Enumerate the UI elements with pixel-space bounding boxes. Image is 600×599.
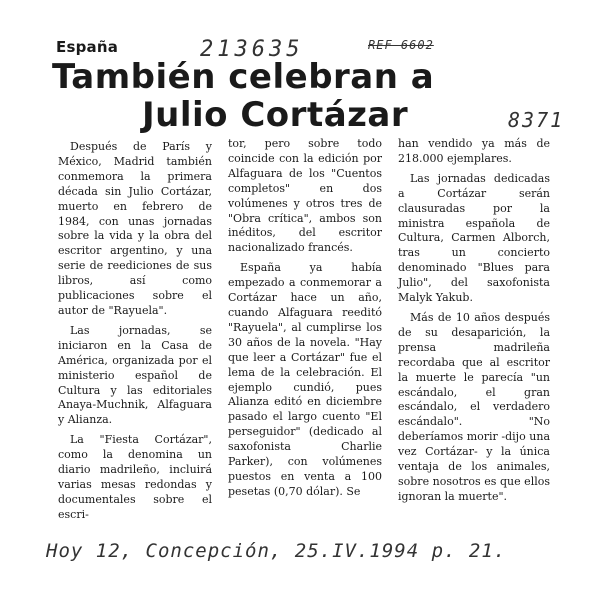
handwritten-reference: REF 6602 (368, 38, 434, 52)
handwritten-source-note: Hoy 12, Concepción, 25.IV.1994 p. 21. (46, 540, 507, 562)
column-2-paragraph-1: tor, pero sobre todo coincide con la edición por Alfaguara de los "Cuentos completos" en dos volúmenes y otros tres de "Obra crítica", ambos son inéditos, del escritor nacionalizado francés. (228, 137, 382, 255)
column-1-paragraph-1: Después de París y México, Madrid también conmemora la primera década sin Julio Cortázar, muerto en febrero de 1984, con unas jornadas sobre la vida y la obra del escritor argentino, y una serie de reediciones de sus libros, así como publicaciones sobre el autor de "Rayuela". (58, 140, 212, 317)
column-2-paragraph-2: España ya había empezado a conmemorar a Cortázar hace un año, cuando Alfaguara reeditó "Rayuela", al cumplirse los 30 años de la novela. "Hay que leer a Cortázar" fue el lema de la celebración. El ejemplo cundió, pues Alianza editó en diciembre pasado el largo cuento "El perseguidor" (dedicado al saxofonista Charlie Parker), con volúmenes puestos en venta a 100 pesetas (0,70 dólar). Se (228, 261, 382, 498)
headline-line-1: También celebran a (52, 57, 435, 97)
handwritten-archive-number: 213635 (200, 37, 304, 62)
column-3-paragraph-1: han vendido ya más de 218.000 ejemplares. (398, 137, 550, 165)
column-1-paragraph-2: Las jornadas, se iniciaron en la Casa de América, organizada por el ministerio español de Cultura y las editoriales Anaya-Muchnik, Alfaguara y Alianza. (58, 323, 212, 427)
article-column-3 (398, 137, 550, 510)
article-column-1 (58, 140, 212, 528)
headline-line-2: Julio Cortázar (142, 95, 409, 135)
column-3-paragraph-3: Más de 10 años después de su desaparición, la prensa madrileña recordaba que al escritor la muerte le parecía "un escándalo, el gran escándalo, el verdadero escándalo". "No deberíamos morir -dijo una vez Cortázar- y la única ventaja de los animales, sobre nosotros es que ellos ignoran la muerte". (398, 310, 550, 503)
article-column-2 (228, 137, 382, 505)
column-1-paragraph-3: La "Fiesta Cortázar", como la denomina un diario madrileño, incluirá varias mesas redondas y documentales sobre el escri- (58, 433, 212, 521)
handwritten-side-number: 8371 (508, 108, 565, 132)
headline (52, 58, 492, 134)
column-3-paragraph-2: Las jornadas dedicadas a Cortázar serán clausuradas por la ministra española de Cultura, Carmen Alborch, tras un concierto denominado "Blues para Julio", del saxofonista Malyk Yakub. (398, 171, 550, 305)
section-label: España (56, 38, 119, 56)
